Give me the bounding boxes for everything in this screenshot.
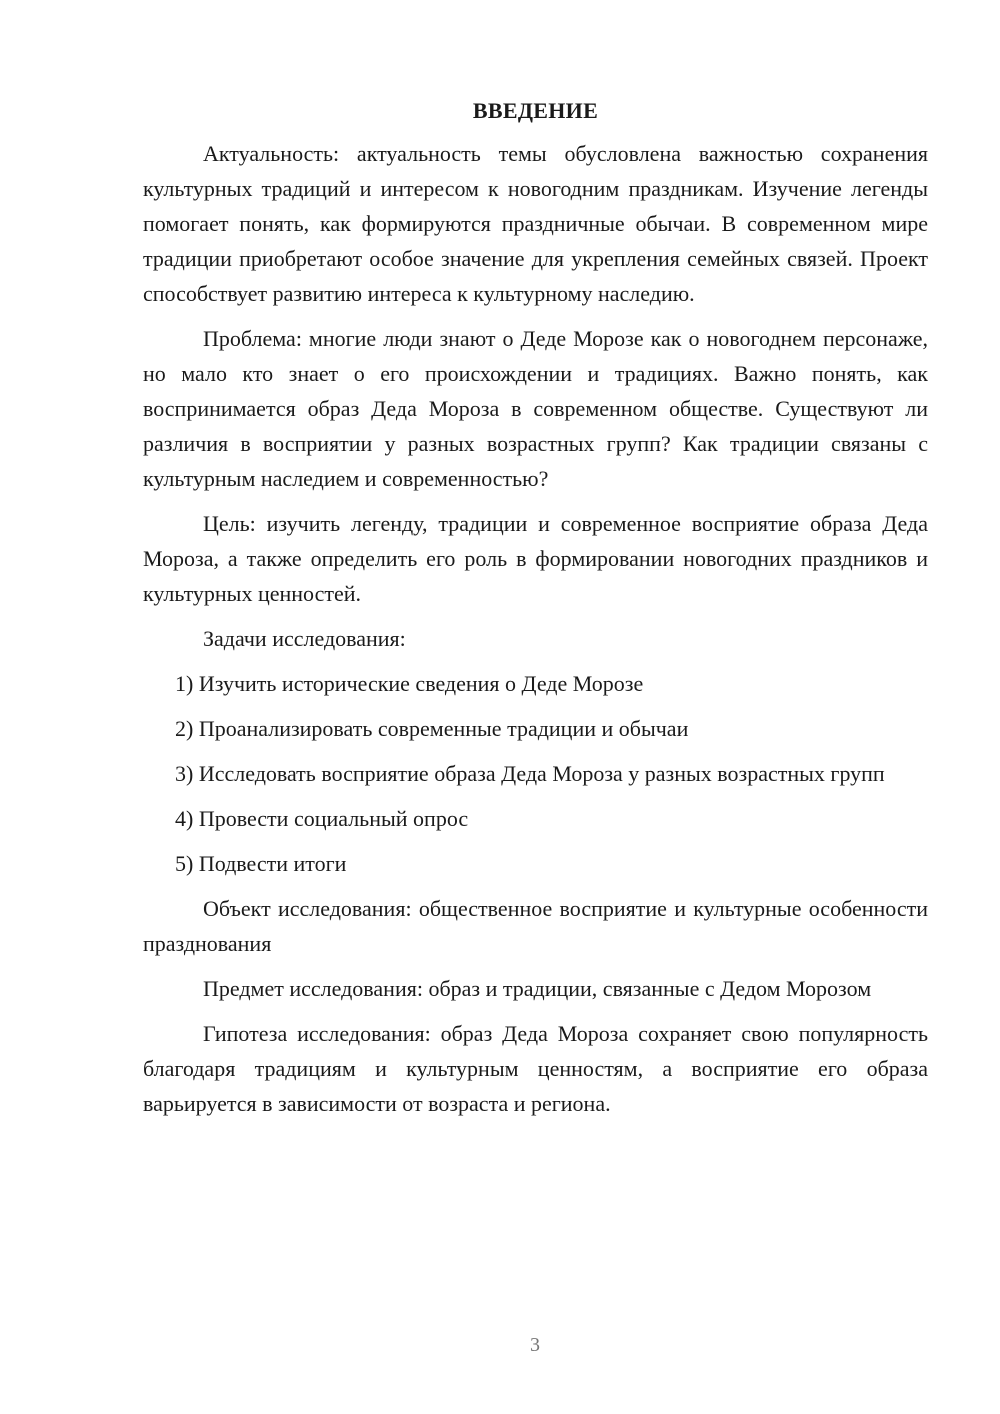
task-item: 3) Исследовать восприятие образа Деда Мороза у разных возрастных групп — [175, 761, 885, 786]
page-number: 3 — [530, 1334, 540, 1356]
object-paragraph: Объект исследования: общественное восприятие и культурные особенности празднования — [143, 896, 928, 956]
task-item: 1) Изучить исторические сведения о Деде Морозе — [175, 671, 644, 696]
task-item: 2) Проанализировать современные традиции и обычаи — [175, 716, 689, 741]
document-page — [143, 96, 928, 1131]
page-title: ВВЕДЕНИЕ — [472, 98, 599, 123]
task-item: 4) Провести социальный опрос — [175, 806, 469, 831]
relevance-paragraph: Актуальность: актуальность темы обусловлена важностью сохранения культурных традиций и интересом к новогодним праздникам. Изучение легенды помогает понять, как формируются праздничные обычаи. В современном мире традиции приобретают особое значение для укрепления семейных связей. Проект способствует развитию интереса к культурному наследию. — [143, 141, 928, 306]
goal-paragraph: Цель: изучить легенду, традиции и современное восприятие образа Деда Мороза, а также определить его роль в формировании новогодних праздников и культурных ценностей. — [143, 511, 928, 606]
hypothesis-paragraph: Гипотеза исследования: образ Деда Мороза сохраняет свою популярность благодаря традициям и культурным ценностям, а восприятие его образа варьируется в зависимости от возраста и региона. — [143, 1021, 928, 1116]
subject-paragraph: Предмет исследования: образ и традиции, связанные с Дедом Морозом — [203, 976, 872, 1001]
task-item: 5) Подвести итоги — [175, 851, 347, 876]
tasks-heading: Задачи исследования: — [203, 626, 406, 651]
problem-paragraph: Проблема: многие люди знают о Деде Морозе как о новогоднем персонаже, но мало кто знает о его происхождении и традициях. Важно понять, как воспринимается образ Деда Мороза в современном обществе. Существуют ли различия в восприятии у разных возрастных групп? Как традиции связаны с культурным наследием и современностью? — [143, 326, 928, 491]
